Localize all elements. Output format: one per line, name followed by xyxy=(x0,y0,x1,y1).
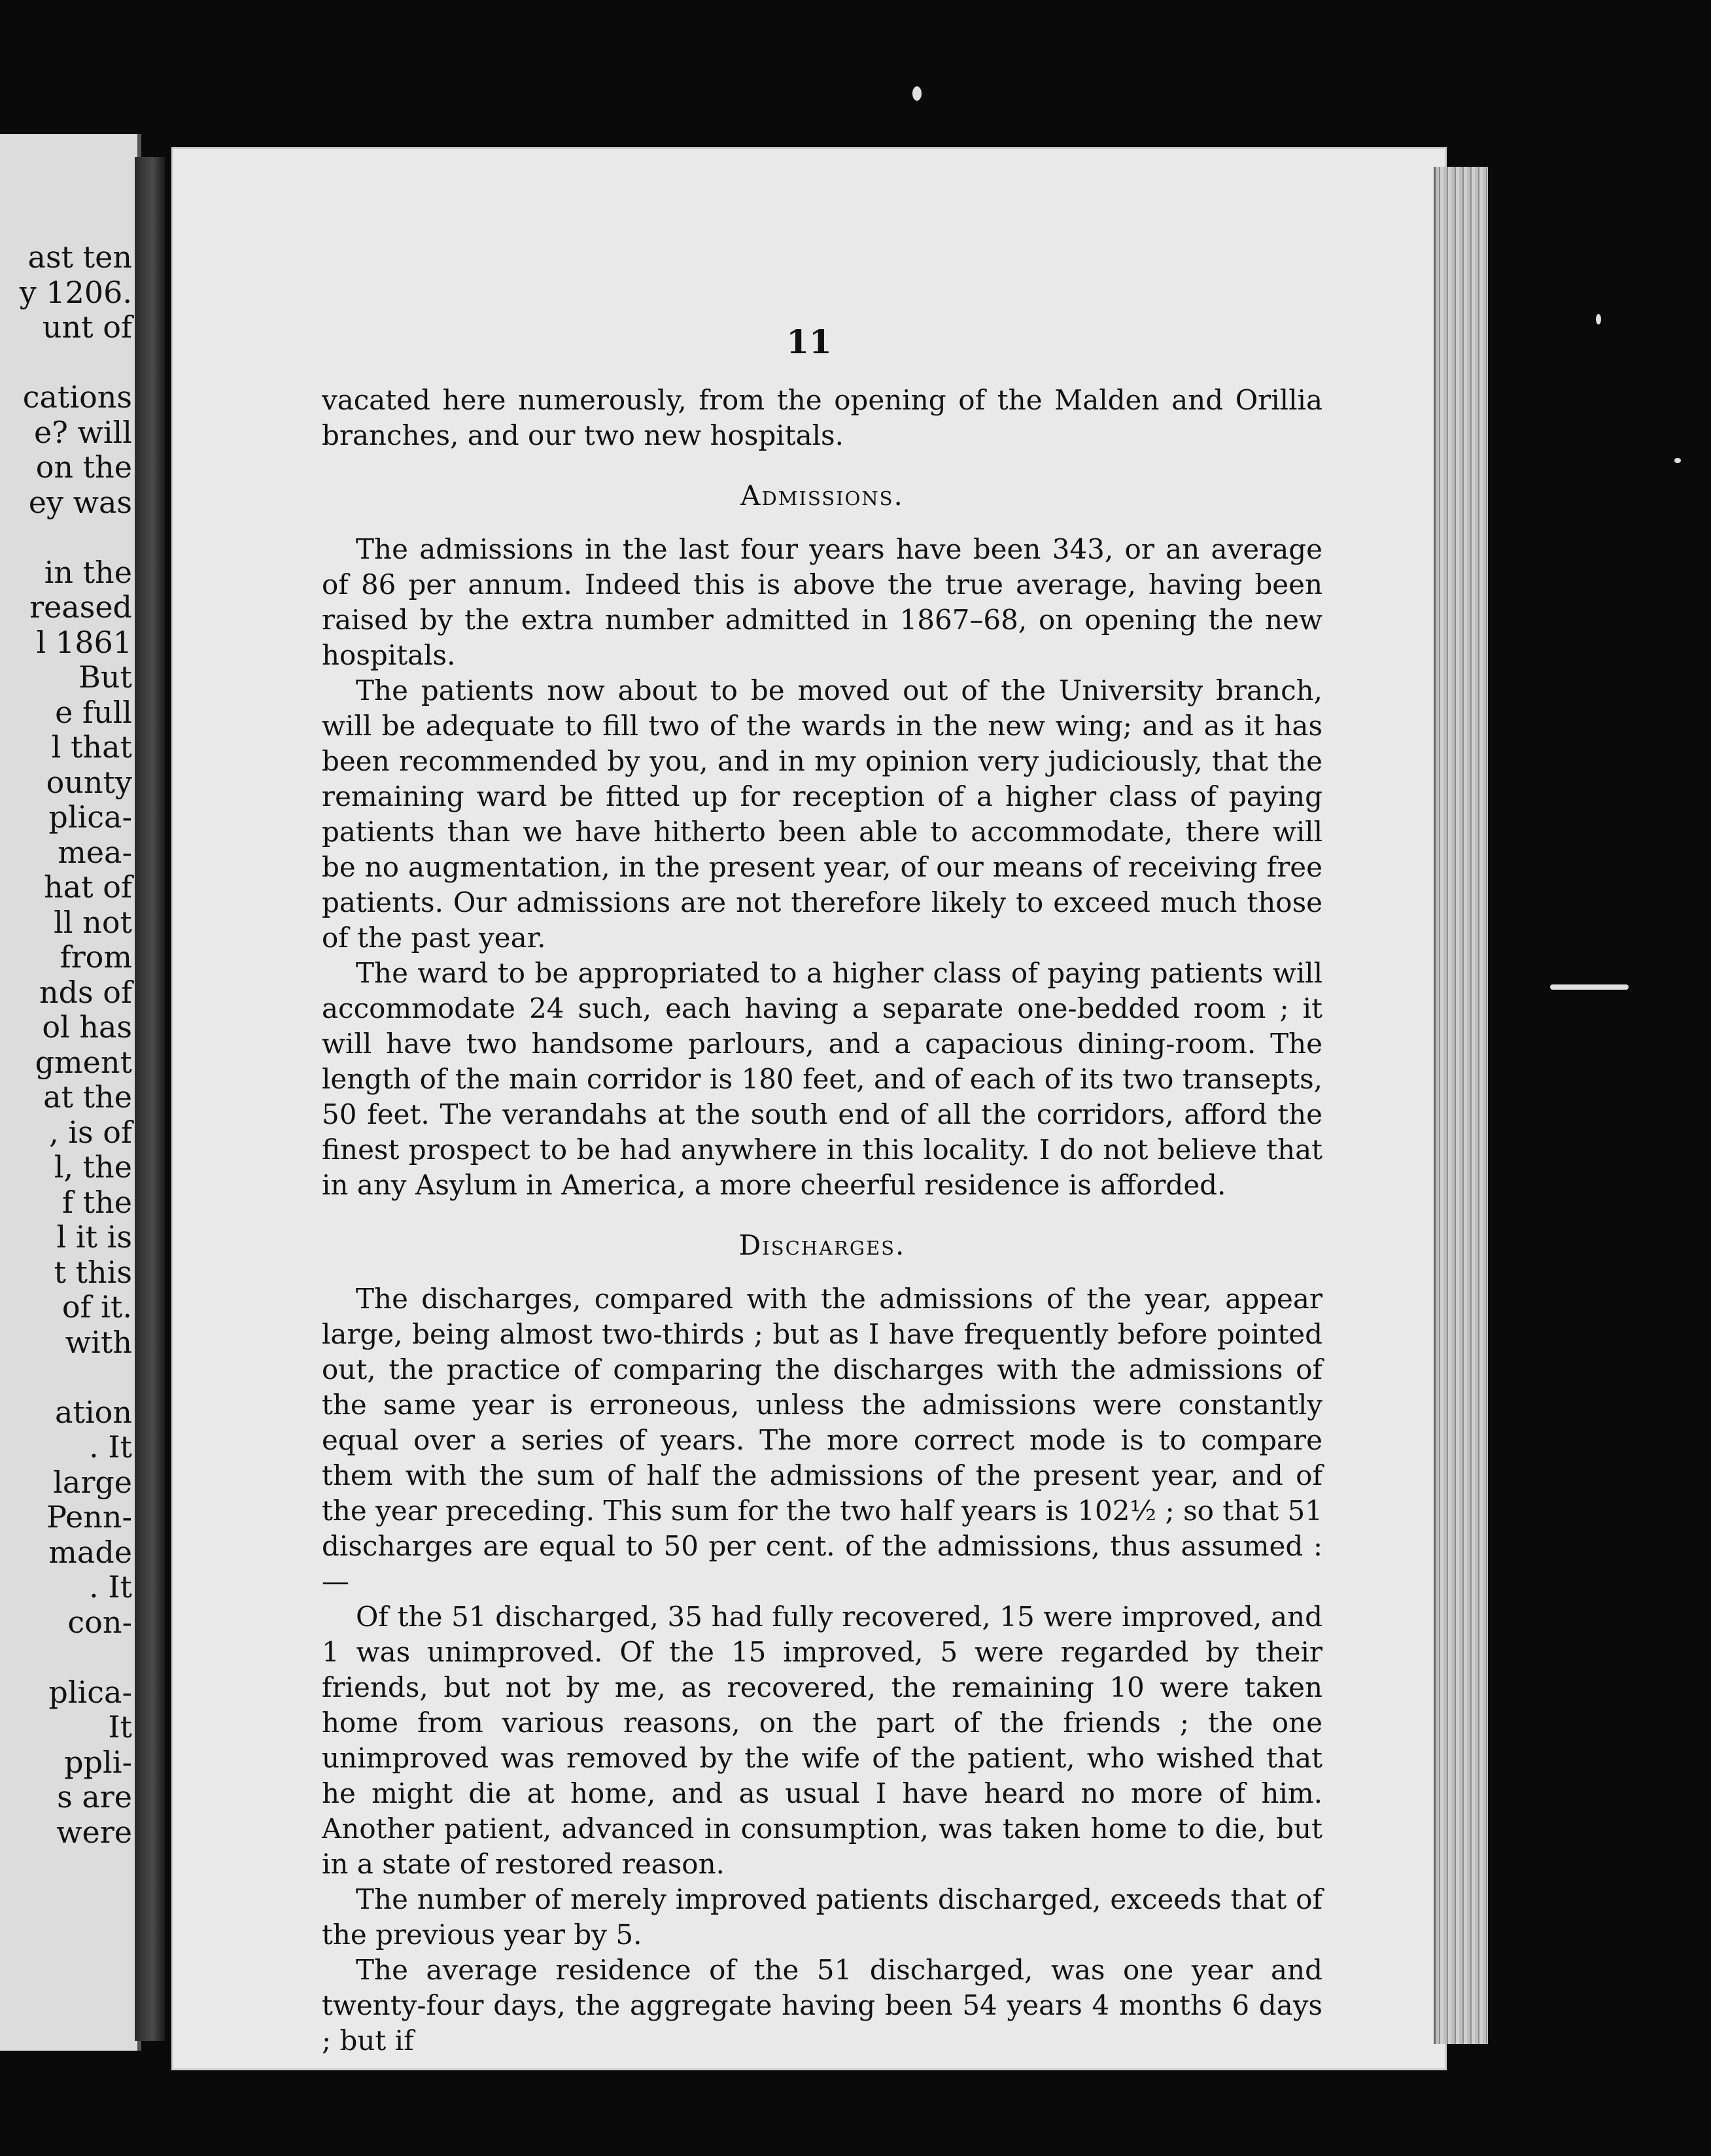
page-body xyxy=(322,383,1322,2059)
left-page-fragment: ol has xyxy=(42,1009,132,1045)
left-page-fragment: t this xyxy=(54,1254,132,1290)
dust-speck xyxy=(912,86,922,101)
left-page-fragment: e full xyxy=(55,694,132,730)
left-page-fragment: l that xyxy=(51,729,132,765)
discharges-paragraph-2: Of the 51 discharged, 35 had fully recovered, 15 were improved, and 1 was unimproved. Of the 15 improved, 5 were regarded by their friends, but not by me, as recovered, the remaining 10 were taken home from various reasons, on the part of the friends ; the one unimproved was removed by the wife of the patient, who wished that he might die at home, and as usual I have heard no more of him. Another patient, advanced in consumption, was taken home to die, but in a state of restored reason. xyxy=(322,1601,1322,1880)
left-page-fragment: ll not xyxy=(54,904,132,940)
left-page-fragment: ounty xyxy=(46,764,132,800)
left-page-fragment: ey was xyxy=(28,484,132,520)
section-heading-admissions: Admissions. xyxy=(740,479,904,512)
left-page-fragment: . It xyxy=(89,1569,132,1605)
left-page-fragment: But xyxy=(78,659,132,695)
left-page-fragment: from xyxy=(60,939,132,975)
left-page-fragment: f the xyxy=(62,1184,132,1220)
left-page-fragment: l it is xyxy=(56,1219,132,1255)
left-page-fragment: , is of xyxy=(49,1114,132,1150)
dust-speck xyxy=(1550,984,1629,990)
left-page-fragment: Penn- xyxy=(46,1499,132,1535)
admissions-paragraph-1: The admissions in the last four years have been 343, or an average of 86 per annum. Indeed this is above the true average, having been raised by the extra number admitted in 1867–68, on opening the new hospitals. xyxy=(322,533,1322,671)
left-page-fragment: ppli- xyxy=(64,1744,132,1780)
opening-paragraph: vacated here numerously, from the opening of the Malden and Orillia branches, and our two new hospitals. xyxy=(322,384,1322,451)
discharges-paragraph-1: The discharges, compared with the admissions of the year, appear large, being almost two-thirds ; but as I have frequently before pointed out, the practice of comparing the discharges with the admissions of the same year is erroneous, unless the admissions were constantly equal over a series of years. The more correct mode is to compare them with the sum of half the admissions of the present year, and of the year preceding. This sum for the two half years is 102½ ; so that 51 discharges are equal to 50 per cent. of the admissions, thus assumed :— xyxy=(322,1283,1322,1597)
book-gutter xyxy=(135,157,165,2041)
left-page-fragment: . It xyxy=(89,1429,132,1465)
left-page-fragment: unt of xyxy=(42,309,132,345)
left-page-fragment: plica- xyxy=(48,799,132,835)
left-page-fragment: l 1861 xyxy=(36,624,132,660)
left-page-fragment: of it. xyxy=(61,1289,132,1325)
left-page-fragment: on the xyxy=(35,449,132,485)
left-page-fragment: were xyxy=(56,1814,132,1850)
left-page-fragment: in the xyxy=(44,554,132,590)
admissions-paragraph-3: The ward to be appropriated to a higher class of paying patients will accommodate 24 such, each having a separate one-bedded room ; it will have two handsome parlours, and a capacious dining-room. The length of the main corridor is 180 feet, and of each of its two transepts, 50 feet. The verandahs at the south end of all the corridors, afford the finest prospect to be had anywhere in this locality. I do not believe that in any Asylum in America, a more cheerful residence is afforded. xyxy=(322,957,1322,1201)
left-facing-page xyxy=(0,134,141,2051)
left-page-fragment: nds of xyxy=(39,974,132,1010)
left-page-fragment: with xyxy=(65,1324,132,1360)
left-page-fragment: e? will xyxy=(33,414,132,450)
left-page-fragment: mea- xyxy=(58,834,132,870)
left-page-fragment: con- xyxy=(67,1604,132,1640)
admissions-paragraph-2: The patients now about to be moved out of the University branch, will be adequate to fill two of the wards in the new wing; and as it has been recommended by you, and in my opinion very judiciously, that the remaining ward be fitted up for reception of a higher class of paying patients than we have hitherto been able to accommodate, there will be no augmentation, in the present year, of our means of receiving free patients. Our admissions are not therefore likely to exceed much those of the past year. xyxy=(322,674,1322,954)
discharges-paragraph-3: The number of merely improved patients discharged, exceeds that of the previous year by 5. xyxy=(322,1883,1322,1951)
left-page-fragment: ation xyxy=(55,1394,132,1430)
left-page-fragment: s are xyxy=(57,1779,132,1815)
left-page-fragment: made xyxy=(48,1534,132,1570)
left-page-fragment: reased xyxy=(29,589,132,625)
left-page-fragment: plica- xyxy=(48,1674,132,1710)
left-page-fragment: at the xyxy=(43,1079,132,1115)
left-page-fragment: large xyxy=(53,1464,132,1500)
left-page-fragment: hat of xyxy=(44,869,132,905)
section-heading-discharges: Discharges. xyxy=(738,1229,906,1261)
left-page-fragment: cations xyxy=(22,379,132,415)
left-page-fragment: ast ten xyxy=(27,239,132,275)
left-page-fragment: gment xyxy=(35,1044,132,1080)
dust-speck xyxy=(1596,314,1601,324)
left-page-fragment: It xyxy=(108,1709,132,1745)
left-page-fragment: y 1206. xyxy=(19,274,132,310)
left-page-fragment: l, the xyxy=(54,1149,132,1185)
page-number: 11 xyxy=(786,322,832,361)
discharges-paragraph-4: The average residence of the 51 discharged, was one year and twenty-four days, the aggregate having been 54 years 4 months 6 days ; but if xyxy=(322,1954,1322,2057)
dust-speck xyxy=(1674,458,1681,463)
document-page xyxy=(171,147,1447,2070)
page-edges xyxy=(1434,167,1488,2044)
